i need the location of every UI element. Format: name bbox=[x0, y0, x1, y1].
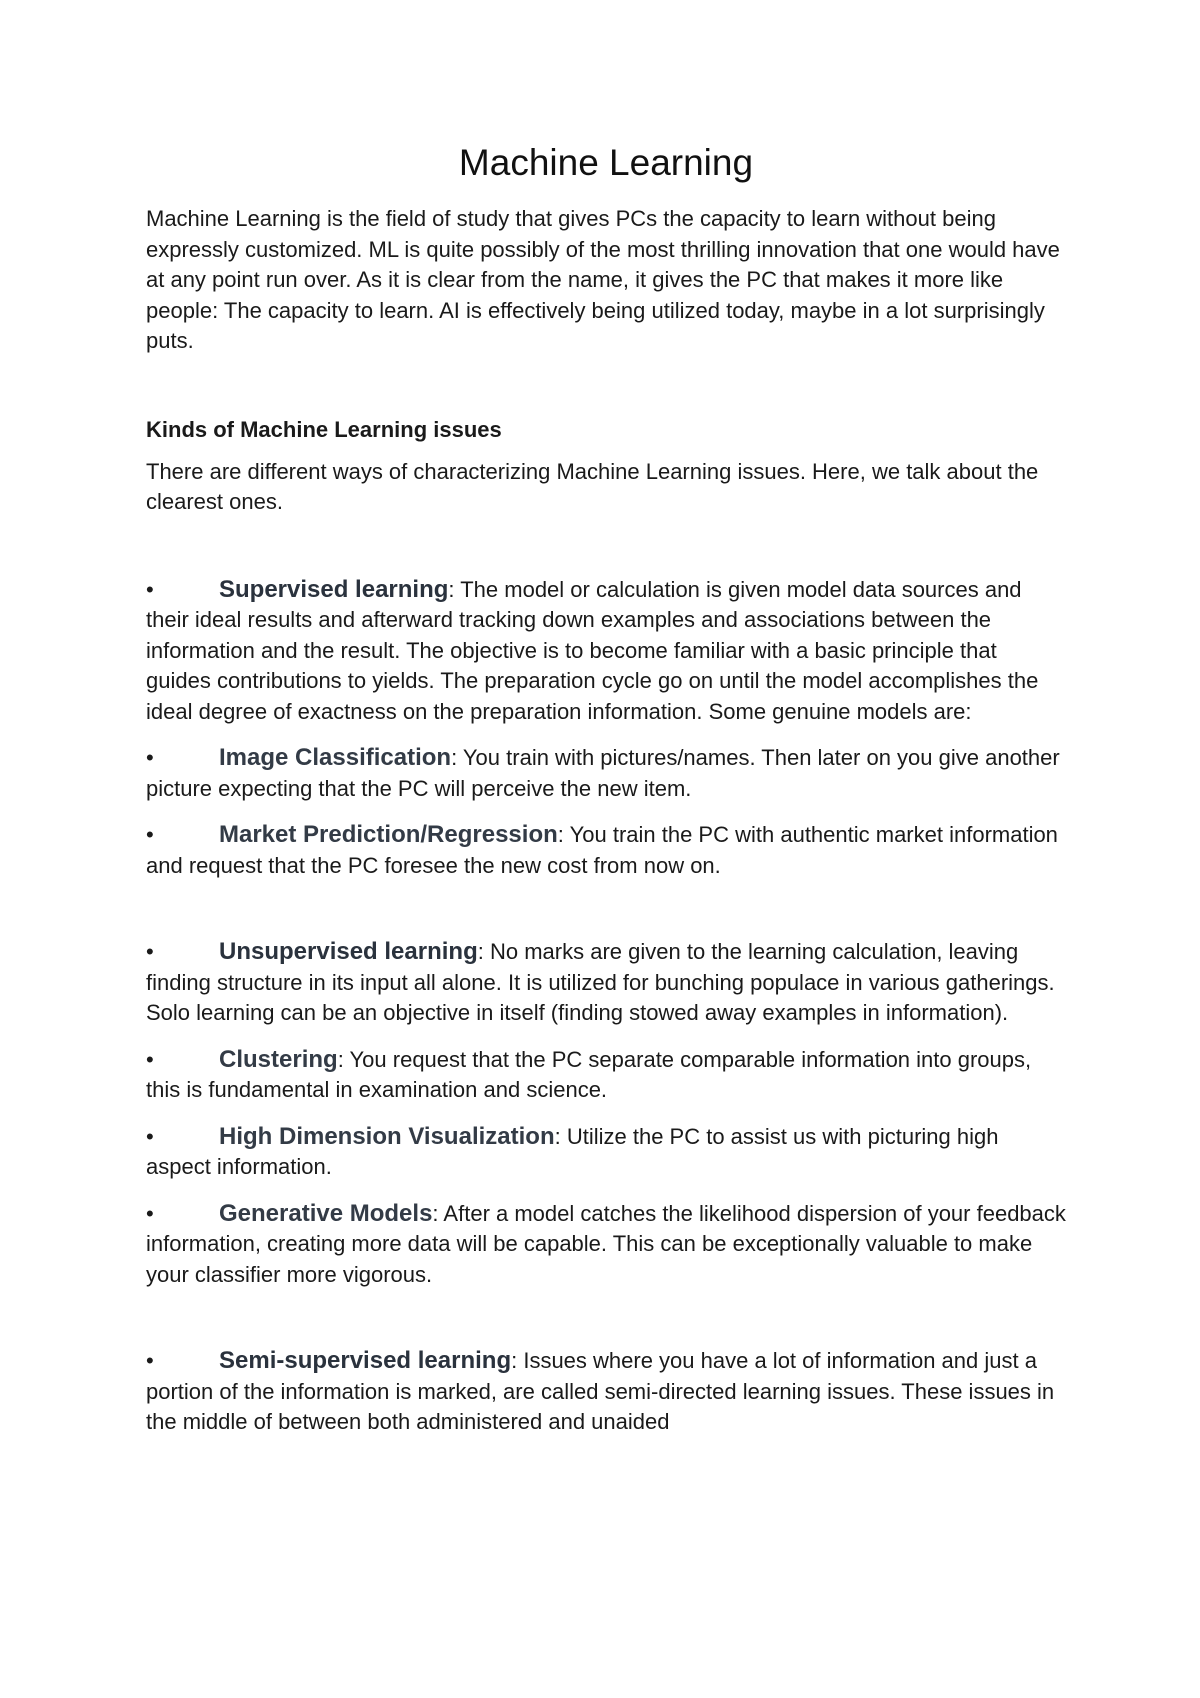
list-item bbox=[146, 1199, 1066, 1291]
list-item bbox=[146, 743, 1066, 804]
list-item bbox=[146, 820, 1066, 881]
list-item-text: : The model or calculation is given model data sources and their ideal results and afterward tracking down examples and associations between the information and the result. The objective is to become familiar with a basic principle that guides contributions to yields. The preparation cycle go on until the model accomplishes the ideal degree of exactness on the preparation information. Some genuine models are: bbox=[146, 576, 1039, 724]
list-item bbox=[146, 1346, 1066, 1438]
bullet-icon: • bbox=[146, 745, 154, 770]
bullet-icon: • bbox=[146, 822, 154, 847]
bullet-icon: • bbox=[146, 939, 154, 964]
list-item-term: Supervised learning bbox=[219, 575, 449, 603]
list-item-term: Market Prediction/Regression bbox=[219, 821, 558, 848]
document-title: Machine Learning bbox=[458, 142, 754, 183]
list-item bbox=[146, 1122, 1066, 1183]
list-item-term: Clustering bbox=[219, 1045, 338, 1073]
section-heading: Kinds of Machine Learning issues bbox=[146, 416, 502, 442]
list-item-text: : After a model catches the likelihood dispersion of your feedback information, creating more data will be capable. This can be exceptionally valuable to make your classifier more vigorous. bbox=[146, 1200, 1066, 1287]
list-item-term: Semi-supervised learning bbox=[219, 1347, 512, 1374]
list-item-term: Generative Models bbox=[219, 1199, 433, 1227]
list-item bbox=[146, 937, 1066, 1029]
list-item-term: High Dimension Visualization bbox=[219, 1122, 555, 1150]
list-item-text: : No marks are given to the learning calculation, leaving finding structure in its input all alone. It is utilized for bunching populace in various gatherings. Solo learning can be an objective in itself (finding stowed away examples in information). bbox=[146, 939, 1055, 1025]
list-item-term: Unsupervised learning bbox=[219, 938, 478, 965]
list-item-term: Image Classification bbox=[219, 744, 452, 771]
list-item bbox=[146, 1045, 1066, 1106]
intro-paragraph: Machine Learning is the field of study that gives PCs the capacity to learn without being expressly customized. ML is quite possibly of the most thrilling innovation that one would have at any point run over. As it is clear from the name, it gives the PC that makes it more like people: The capacity to learn. AI is effectively being utilized today, maybe in a lot surprisingly puts. bbox=[146, 206, 1060, 353]
bullet-icon: • bbox=[146, 1348, 154, 1373]
list-item bbox=[146, 575, 1066, 728]
bullet-icon: • bbox=[146, 1046, 154, 1072]
section-intro-paragraph: There are different ways of characterizing Machine Learning issues. Here, we talk about the clearest ones. bbox=[146, 458, 1039, 514]
bullet-icon: • bbox=[146, 576, 154, 602]
document-page bbox=[146, 140, 1066, 1438]
list-item-text: : Utilize the PC to assist us with picturing high aspect information. bbox=[146, 1123, 999, 1179]
list-item-text: : You request that the PC separate comparable information into groups, this is fundamental in examination and science. bbox=[146, 1046, 1032, 1102]
bullet-icon: • bbox=[146, 1123, 154, 1149]
bullet-icon: • bbox=[146, 1200, 154, 1226]
list-item-text: : You train the PC with authentic market information and request that the PC foresee the new cost from now on. bbox=[146, 822, 1058, 878]
list-item-text: : Issues where you have a lot of information and just a portion of the information is marked, are called semi-directed learning issues. These issues in the middle of between both administered and unaided bbox=[146, 1348, 1055, 1434]
list-item-text: : You train with pictures/names. Then later on you give another picture expecting that the PC will perceive the new item. bbox=[146, 745, 1060, 801]
